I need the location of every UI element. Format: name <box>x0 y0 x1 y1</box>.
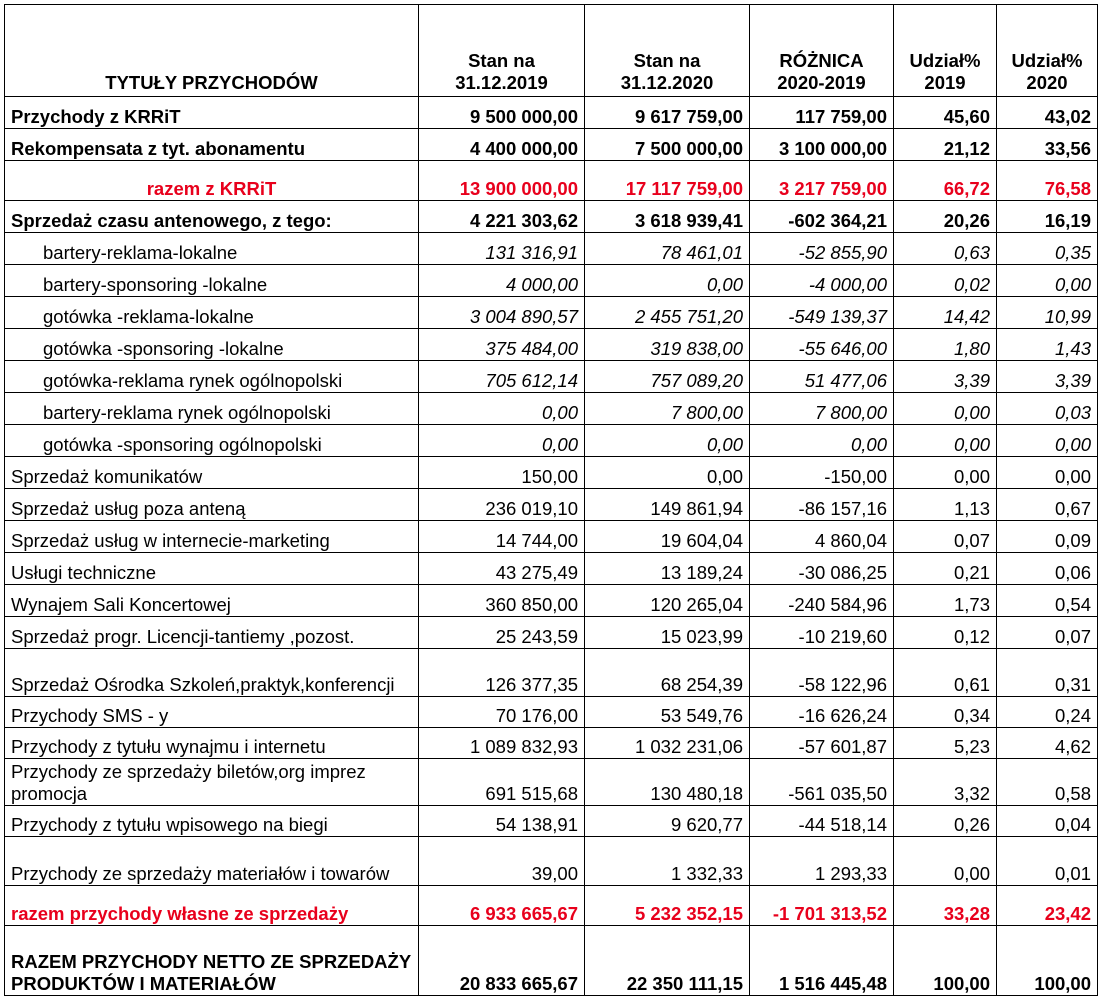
cell-share-2019: 0,00 <box>894 393 997 425</box>
cell-difference: -30 086,25 <box>750 553 894 585</box>
header-col-share-2019: Udział% 2019 <box>894 5 997 97</box>
table-row <box>5 361 1098 393</box>
cell-difference: -549 139,37 <box>750 297 894 329</box>
cell-share-2020: 100,00 <box>997 926 1098 996</box>
cell-value-2020: 319 838,00 <box>585 329 750 361</box>
row-label: Rekompensata z tyt. abonamentu <box>5 129 419 161</box>
cell-difference: 1 293,33 <box>750 837 894 886</box>
row-label: Sprzedaż Ośrodka Szkoleń,praktyk,konferencji <box>5 649 419 697</box>
cell-share-2019: 0,34 <box>894 697 997 728</box>
cell-share-2019: 20,26 <box>894 201 997 233</box>
cell-value-2019: 236 019,10 <box>419 489 585 521</box>
row-label: Przychody ze sprzedaży materiałów i towarów <box>5 837 419 886</box>
cell-share-2019: 5,23 <box>894 728 997 759</box>
table-row <box>5 926 1098 996</box>
cell-value-2020: 7 500 000,00 <box>585 129 750 161</box>
cell-share-2020: 0,35 <box>997 233 1098 265</box>
cell-value-2020: 149 861,94 <box>585 489 750 521</box>
cell-share-2020: 0,58 <box>997 759 1098 806</box>
cell-difference: 3 100 000,00 <box>750 129 894 161</box>
cell-value-2020: 15 023,99 <box>585 617 750 649</box>
cell-value-2019: 25 243,59 <box>419 617 585 649</box>
row-label: Przychody ze sprzedaży biletów,org imprez promocja <box>5 759 419 806</box>
header-row <box>5 5 1098 97</box>
cell-difference: -58 122,96 <box>750 649 894 697</box>
cell-value-2019: 705 612,14 <box>419 361 585 393</box>
cell-share-2020: 0,00 <box>997 265 1098 297</box>
cell-value-2020: 68 254,39 <box>585 649 750 697</box>
cell-share-2020: 0,03 <box>997 393 1098 425</box>
header-col-2019: Stan na 31.12.2019 <box>419 5 585 97</box>
cell-value-2019: 43 275,49 <box>419 553 585 585</box>
table-row <box>5 837 1098 886</box>
cell-share-2019: 21,12 <box>894 129 997 161</box>
table-row <box>5 393 1098 425</box>
cell-value-2020: 53 549,76 <box>585 697 750 728</box>
table-row <box>5 806 1098 837</box>
cell-share-2020: 76,58 <box>997 161 1098 201</box>
row-label: Wynajem Sali Koncertowej <box>5 585 419 617</box>
cell-value-2020: 78 461,01 <box>585 233 750 265</box>
cell-value-2020: 130 480,18 <box>585 759 750 806</box>
row-label: gotówka -sponsoring -lokalne <box>5 329 419 361</box>
cell-share-2020: 0,07 <box>997 617 1098 649</box>
cell-share-2020: 33,56 <box>997 129 1098 161</box>
cell-share-2019: 0,07 <box>894 521 997 553</box>
cell-share-2019: 33,28 <box>894 886 997 926</box>
cell-value-2019: 131 316,91 <box>419 233 585 265</box>
table-row <box>5 728 1098 759</box>
row-label: Sprzedaż progr. Licencji-tantiemy ,pozost. <box>5 617 419 649</box>
row-label: bartery-sponsoring -lokalne <box>5 265 419 297</box>
row-label: Przychody z tytułu wynajmu i internetu <box>5 728 419 759</box>
row-label: gotówka -reklama-lokalne <box>5 297 419 329</box>
cell-difference: -57 601,87 <box>750 728 894 759</box>
cell-difference: 3 217 759,00 <box>750 161 894 201</box>
cell-value-2019: 3 004 890,57 <box>419 297 585 329</box>
cell-value-2019: 691 515,68 <box>419 759 585 806</box>
table-row <box>5 97 1098 129</box>
cell-value-2019: 4 221 303,62 <box>419 201 585 233</box>
cell-share-2019: 14,42 <box>894 297 997 329</box>
cell-difference: -240 584,96 <box>750 585 894 617</box>
table-row <box>5 759 1098 806</box>
cell-value-2019: 126 377,35 <box>419 649 585 697</box>
cell-value-2019: 4 000,00 <box>419 265 585 297</box>
cell-share-2020: 0,67 <box>997 489 1098 521</box>
cell-value-2019: 39,00 <box>419 837 585 886</box>
table-row <box>5 649 1098 697</box>
table-row <box>5 329 1098 361</box>
cell-share-2020: 1,43 <box>997 329 1098 361</box>
cell-value-2020: 0,00 <box>585 457 750 489</box>
table-row <box>5 457 1098 489</box>
cell-share-2020: 0,31 <box>997 649 1098 697</box>
row-label: bartery-reklama-lokalne <box>5 233 419 265</box>
cell-value-2019: 4 400 000,00 <box>419 129 585 161</box>
table-row <box>5 129 1098 161</box>
revenue-table <box>4 4 1098 996</box>
row-label: gotówka -sponsoring ogólnopolski <box>5 425 419 457</box>
cell-value-2019: 6 933 665,67 <box>419 886 585 926</box>
cell-value-2019: 375 484,00 <box>419 329 585 361</box>
row-label: razem przychody własne ze sprzedaży <box>5 886 419 926</box>
row-label: razem z KRRiT <box>5 161 419 201</box>
cell-difference: 51 477,06 <box>750 361 894 393</box>
cell-share-2020: 0,24 <box>997 697 1098 728</box>
cell-share-2019: 100,00 <box>894 926 997 996</box>
cell-share-2019: 0,12 <box>894 617 997 649</box>
row-label: RAZEM PRZYCHODY NETTO ZE SPRZEDAŻY PRODUKTÓW I MATERIAŁÓW <box>5 926 419 996</box>
row-label: Przychody z tytułu wpisowego na biegi <box>5 806 419 837</box>
table-row <box>5 233 1098 265</box>
header-title: TYTUŁY PRZYCHODÓW <box>5 5 419 97</box>
cell-value-2020: 1 332,33 <box>585 837 750 886</box>
cell-difference: -55 646,00 <box>750 329 894 361</box>
cell-value-2019: 70 176,00 <box>419 697 585 728</box>
cell-value-2020: 0,00 <box>585 425 750 457</box>
cell-share-2019: 1,13 <box>894 489 997 521</box>
row-label: gotówka-reklama rynek ogólnopolski <box>5 361 419 393</box>
cell-difference: -150,00 <box>750 457 894 489</box>
cell-share-2020: 0,54 <box>997 585 1098 617</box>
cell-share-2020: 4,62 <box>997 728 1098 759</box>
cell-share-2019: 0,26 <box>894 806 997 837</box>
cell-difference: 117 759,00 <box>750 97 894 129</box>
cell-difference: -561 035,50 <box>750 759 894 806</box>
cell-value-2020: 757 089,20 <box>585 361 750 393</box>
cell-share-2020: 0,09 <box>997 521 1098 553</box>
cell-share-2019: 0,61 <box>894 649 997 697</box>
cell-share-2019: 0,00 <box>894 837 997 886</box>
row-label: bartery-reklama rynek ogólnopolski <box>5 393 419 425</box>
cell-value-2019: 9 500 000,00 <box>419 97 585 129</box>
cell-share-2019: 66,72 <box>894 161 997 201</box>
table-row <box>5 585 1098 617</box>
cell-difference: 1 516 445,48 <box>750 926 894 996</box>
cell-difference: -52 855,90 <box>750 233 894 265</box>
cell-share-2020: 23,42 <box>997 886 1098 926</box>
header-col-2020: Stan na 31.12.2020 <box>585 5 750 97</box>
cell-share-2020: 10,99 <box>997 297 1098 329</box>
cell-share-2019: 3,32 <box>894 759 997 806</box>
row-label: Sprzedaż czasu antenowego, z tego: <box>5 201 419 233</box>
cell-value-2020: 9 617 759,00 <box>585 97 750 129</box>
cell-share-2019: 45,60 <box>894 97 997 129</box>
cell-share-2019: 0,00 <box>894 425 997 457</box>
cell-value-2019: 13 900 000,00 <box>419 161 585 201</box>
cell-value-2020: 0,00 <box>585 265 750 297</box>
cell-value-2019: 360 850,00 <box>419 585 585 617</box>
cell-share-2019: 1,73 <box>894 585 997 617</box>
cell-value-2020: 17 117 759,00 <box>585 161 750 201</box>
table-row <box>5 161 1098 201</box>
cell-difference: -44 518,14 <box>750 806 894 837</box>
cell-value-2020: 5 232 352,15 <box>585 886 750 926</box>
table-row <box>5 297 1098 329</box>
cell-share-2019: 1,80 <box>894 329 997 361</box>
row-label: Przychody SMS - y <box>5 697 419 728</box>
table-row <box>5 553 1098 585</box>
cell-value-2020: 2 455 751,20 <box>585 297 750 329</box>
row-label: Sprzedaż usług w internecie-marketing <box>5 521 419 553</box>
cell-difference: -10 219,60 <box>750 617 894 649</box>
row-label: Sprzedaż komunikatów <box>5 457 419 489</box>
table-row <box>5 201 1098 233</box>
cell-share-2019: 0,63 <box>894 233 997 265</box>
cell-share-2020: 0,01 <box>997 837 1098 886</box>
cell-value-2019: 0,00 <box>419 425 585 457</box>
cell-value-2019: 0,00 <box>419 393 585 425</box>
cell-value-2020: 7 800,00 <box>585 393 750 425</box>
cell-share-2020: 0,00 <box>997 457 1098 489</box>
cell-difference: -602 364,21 <box>750 201 894 233</box>
cell-share-2020: 0,06 <box>997 553 1098 585</box>
cell-value-2020: 3 618 939,41 <box>585 201 750 233</box>
cell-value-2020: 120 265,04 <box>585 585 750 617</box>
cell-value-2019: 150,00 <box>419 457 585 489</box>
cell-value-2020: 1 032 231,06 <box>585 728 750 759</box>
cell-value-2020: 9 620,77 <box>585 806 750 837</box>
cell-difference: -86 157,16 <box>750 489 894 521</box>
cell-share-2020: 43,02 <box>997 97 1098 129</box>
cell-share-2019: 3,39 <box>894 361 997 393</box>
cell-difference: 0,00 <box>750 425 894 457</box>
cell-difference: 4 860,04 <box>750 521 894 553</box>
cell-value-2020: 22 350 111,15 <box>585 926 750 996</box>
cell-share-2019: 0,21 <box>894 553 997 585</box>
cell-share-2019: 0,00 <box>894 457 997 489</box>
table-row <box>5 265 1098 297</box>
cell-share-2020: 0,04 <box>997 806 1098 837</box>
table-row <box>5 697 1098 728</box>
cell-share-2019: 0,02 <box>894 265 997 297</box>
cell-value-2019: 1 089 832,93 <box>419 728 585 759</box>
header-col-share-2020: Udział% 2020 <box>997 5 1098 97</box>
cell-value-2020: 13 189,24 <box>585 553 750 585</box>
row-label: Przychody z KRRiT <box>5 97 419 129</box>
cell-value-2019: 14 744,00 <box>419 521 585 553</box>
cell-share-2020: 16,19 <box>997 201 1098 233</box>
cell-share-2020: 3,39 <box>997 361 1098 393</box>
table-row <box>5 886 1098 926</box>
cell-difference: -16 626,24 <box>750 697 894 728</box>
table-row <box>5 617 1098 649</box>
table-row <box>5 489 1098 521</box>
table-row <box>5 425 1098 457</box>
cell-difference: 7 800,00 <box>750 393 894 425</box>
table-row <box>5 521 1098 553</box>
cell-value-2020: 19 604,04 <box>585 521 750 553</box>
cell-share-2020: 0,00 <box>997 425 1098 457</box>
header-col-diff: RÓŻNICA 2020-2019 <box>750 5 894 97</box>
row-label: Sprzedaż usług poza anteną <box>5 489 419 521</box>
cell-difference: -1 701 313,52 <box>750 886 894 926</box>
cell-value-2019: 54 138,91 <box>419 806 585 837</box>
cell-difference: -4 000,00 <box>750 265 894 297</box>
cell-value-2019: 20 833 665,67 <box>419 926 585 996</box>
row-label: Usługi techniczne <box>5 553 419 585</box>
